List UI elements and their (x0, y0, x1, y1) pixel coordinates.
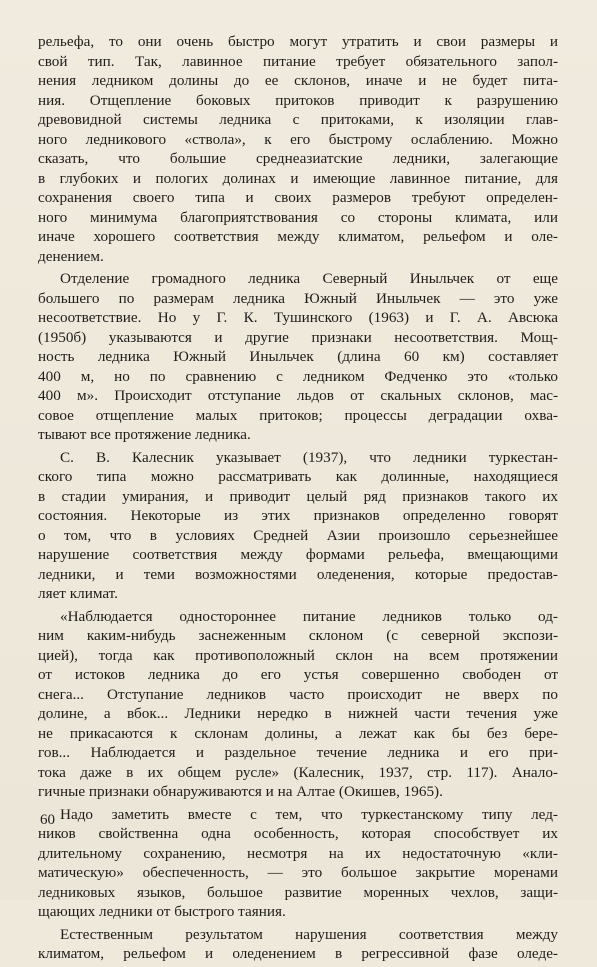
text-line: снега... Отступание ледников часто происходит не вверх по (38, 685, 558, 703)
text-line: ного ледникового «ствола», к его быстрому ослаблению. Можно (38, 130, 558, 148)
paragraph (38, 32, 558, 266)
text-line: ним каким-нибудь заснеженным склоном (с северной экспози- (38, 627, 558, 644)
text-line: несоответствие. Но у Г. К. Тушинского (1963) и Г. А. Авсюка (38, 309, 558, 326)
text-line: 400 м, но по сравнению с ледником Федченко это «только (38, 367, 558, 385)
paragraph (38, 607, 558, 802)
text-line: нения ледником долины до ее склонов, иначе и не будет пита- (38, 72, 558, 89)
text-line: ность ледника Южный Иныльчек (длина 60 км) составляет (38, 348, 558, 365)
text-line: древовидной системы ледника с притоками, к изоляции глав- (38, 111, 558, 128)
text-line: матическую» обеспеченность, — это большое закрытие моренами (38, 864, 558, 881)
text-line: ляет климат. (38, 585, 118, 602)
text-line: гичные признаки обнаруживаются и на Алтае (Окишев, 1965). (38, 783, 443, 800)
text-line: цией), тогда как противоположный склон на всем протяжении (38, 646, 558, 664)
text-line: тывают все протяжение ледника. (38, 426, 251, 443)
text-line: нарушение соответствия между формами рельефа, вмещающими (38, 546, 558, 563)
text-line: ного минимума благоприятствования со стороны климата, или (38, 208, 558, 226)
text-line: совое отщепление малых притоков; процессы деградации охва- (38, 406, 558, 424)
text-line: ледники, и теми возможностями оледенения, которые предостав- (38, 565, 558, 583)
paragraph (38, 448, 558, 604)
text-line: 400 м». Происходит отступание льдов от скальных склонов, мас- (38, 387, 558, 404)
text-line: денением. (38, 247, 104, 265)
text-line: в стадии умирания, и приводит целый ряд признаков такого их (38, 487, 558, 505)
text-line: от истоков ледника до его устья совершенно свободен от (38, 666, 558, 683)
text-line: (1950б) указываются и другие признаки несоответствия. Мощ- (38, 328, 558, 346)
text-line: свой тип. Так, лавинное питание требует обязательного запол- (38, 52, 558, 70)
text-line: сохранения своего типа и своих размеров требуют определен- (38, 189, 558, 206)
text-line: долине, а вбок... Ледники нередко в нижней части течения уже (38, 705, 558, 722)
text-line: рельефа, то они очень быстро могут утратить и свои размеры и (38, 33, 558, 50)
text-line: климатом, рельефом и оледенением в регрессивной фазе оледе- (38, 945, 558, 962)
paragraph (38, 805, 558, 922)
text-line: ников свойственна одна особенность, которая способствует их (38, 825, 558, 842)
page-number: 60 (40, 812, 55, 828)
text-line: длительному сохранению, несмотря на их недостаточную «кли- (38, 844, 558, 862)
text-line: не прикасаются к склонам долины, а лежат как бы без бере- (38, 724, 558, 742)
text-line: ледниковых языков, большое развитие моренных чехлов, защи- (38, 883, 558, 901)
paragraph (38, 925, 558, 964)
text-line: ского типа можно рассматривать как долинные, находящиеся (38, 468, 558, 485)
text-line: тока даже в их общем русле» (Калесник, 1937, стр. 117). Анало- (38, 763, 558, 781)
text-line: щающих ледники от быстрого таяния. (38, 903, 286, 920)
text-line: Естественным результатом нарушения соответствия между (60, 925, 558, 943)
text-line: иначе хорошего соответствия между климатом, рельефом и оле- (38, 228, 558, 245)
paragraph (38, 269, 558, 445)
text-line: Отделение громадного ледника Северный Иныльчек от еще (60, 270, 558, 287)
body-text (38, 32, 558, 967)
text-line: состояния. Некоторые из этих признаков определенно говорят (38, 507, 558, 524)
text-line: С. В. Калесник указывает (1937), что ледники туркестан- (60, 448, 558, 466)
text-line: ния. Отщепление боковых притоков приводит к разрушению (38, 91, 558, 109)
text-line: в глубоких и пологих долинах и имеющие лавинное питание, для (38, 169, 558, 187)
text-line: «Наблюдается одностороннее питание ледников только од- (60, 607, 558, 625)
text-line: сказать, что большие среднеазиатские ледники, залегающие (38, 150, 558, 167)
text-line: большего по размерам ледника Южный Иныльчек — это уже (38, 289, 558, 307)
text-line: гов... Наблюдается и раздельное течение ледника и его при- (38, 744, 558, 761)
text-line: Надо заметить вместе с тем, что туркестанскому типу лед- (60, 805, 558, 823)
text-line: о том, что в условиях Средней Азии произошло серьезнейшее (38, 526, 558, 544)
